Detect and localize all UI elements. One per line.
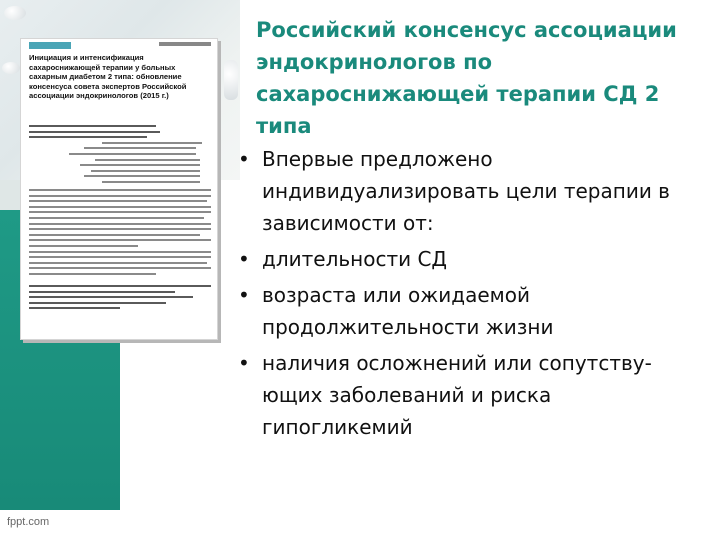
- pill-shape: [4, 6, 26, 20]
- article-thumbnail: [20, 38, 218, 340]
- article-title: Инициация и интенсификация сахароснижающей терапии у больных сахарным диабетом 2 типа: обновление консенсуса совета экспертов Российской ассоциации эндокринологов (2015 г.): [29, 53, 187, 100]
- bullet-list: [238, 143, 708, 447]
- footer-watermark: fppt.com: [7, 516, 50, 528]
- article-abstract-ru: [29, 189, 211, 279]
- bullet-item: [238, 279, 708, 343]
- bullet-marker: •: [238, 283, 250, 307]
- pill-shape: [224, 60, 238, 100]
- bullet-text: Впервые предложено индивидуализировать цели терапии в зависимости от:: [262, 147, 670, 235]
- pill-shape: [2, 62, 20, 74]
- journal-tag: [29, 42, 71, 49]
- bullet-marker: •: [238, 147, 250, 171]
- slide-title: Российский консенсус ассоциации эндокринологов по сахароснижающей терапии СД 2 типа: [256, 18, 677, 138]
- bullet-text: длительности СД: [262, 247, 448, 271]
- bullet-marker: •: [238, 247, 250, 271]
- article-authors: [29, 125, 211, 187]
- bullet-text: наличия осложнений или сопутству-ющих заболеваний и риска гипогликемий: [262, 351, 652, 439]
- bullet-item: [238, 243, 708, 275]
- bullet-text: возраста или ожидаемой продолжительности жизни: [262, 283, 554, 339]
- bullet-item: [238, 143, 708, 239]
- bullet-marker: •: [238, 351, 250, 375]
- bullet-item: [238, 347, 708, 443]
- article-title-en: [29, 285, 211, 313]
- journal-header-text: [159, 42, 211, 46]
